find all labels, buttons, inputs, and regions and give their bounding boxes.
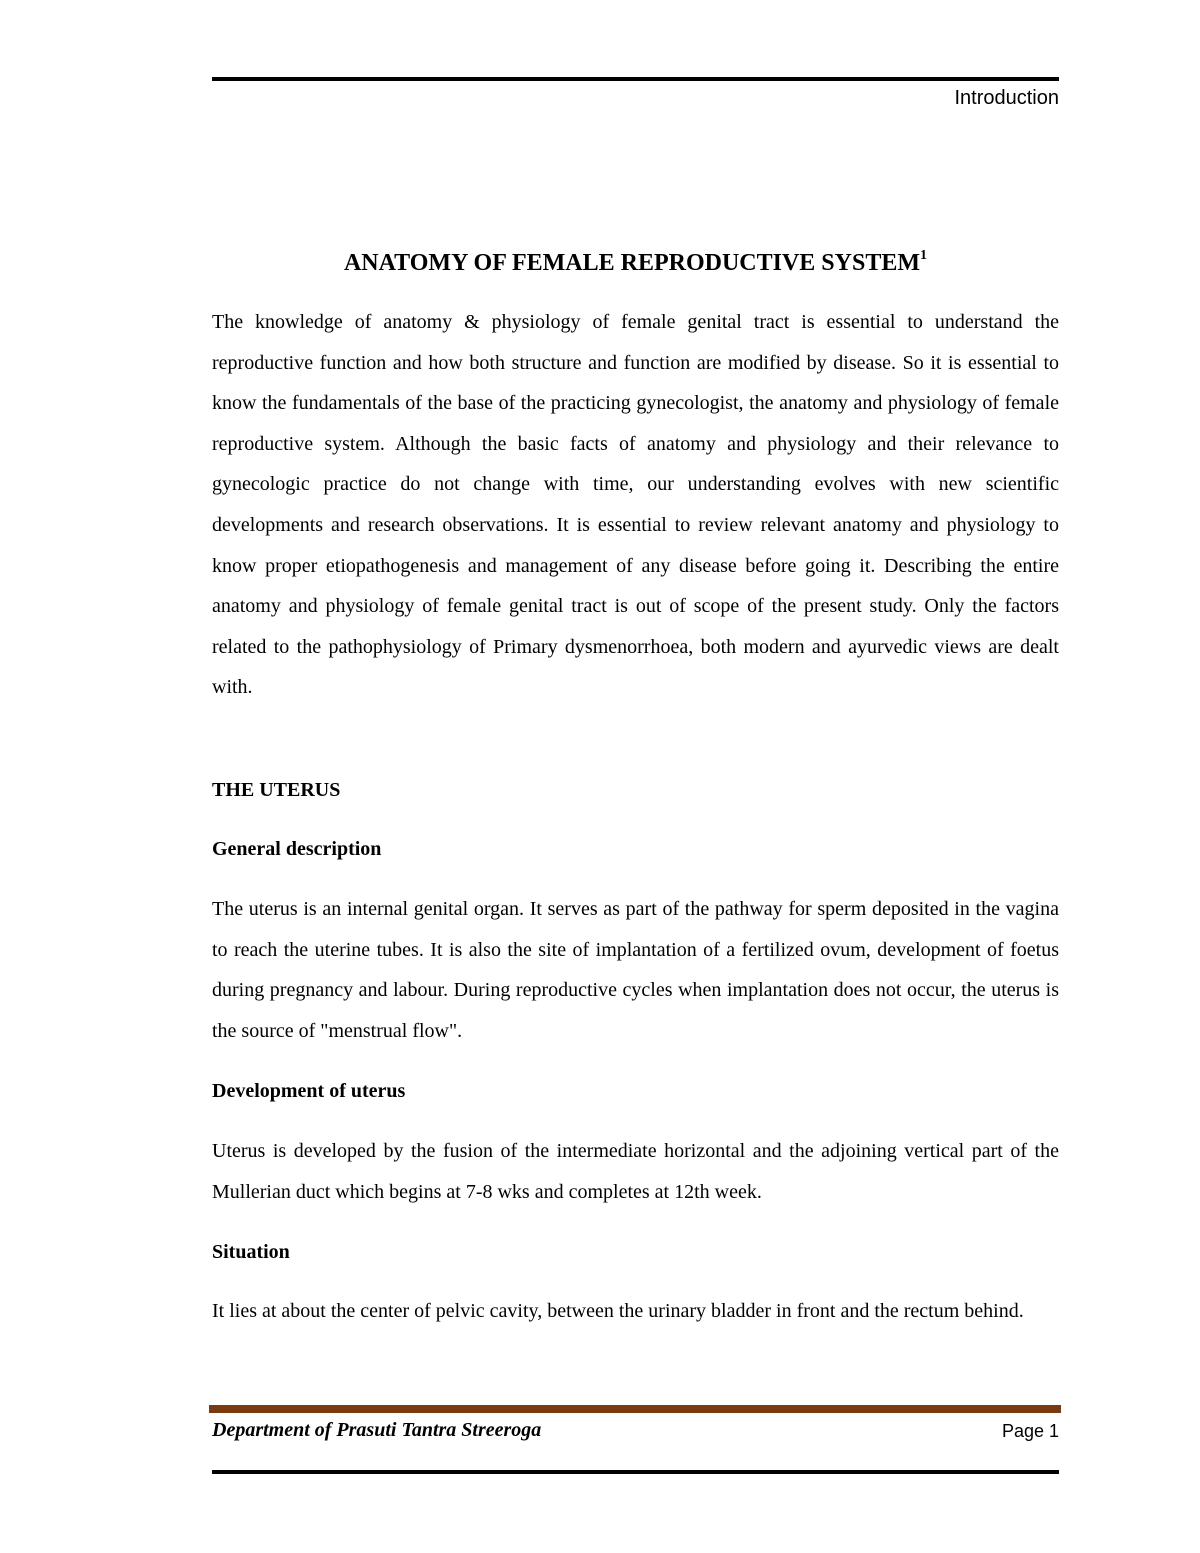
footer-accent-rule — [209, 1405, 1061, 1413]
title-footnote-ref: 1 — [920, 248, 928, 263]
section-heading-uterus: THE UTERUS — [212, 779, 341, 801]
situation-paragraph: It lies at about the center of pelvic cavity, between the urinary bladder in front and the rectum behind. — [212, 1300, 1024, 1322]
header-rule — [212, 77, 1059, 81]
subheading-general-description: General description — [212, 838, 382, 860]
footer-page-number: Page 1 — [1001, 1421, 1059, 1441]
footer-rule — [212, 1470, 1059, 1474]
page-title-text: ANATOMY OF FEMALE REPRODUCTIVE SYSTEM — [343, 250, 921, 276]
subheading-situation: Situation — [212, 1241, 290, 1263]
general-description-paragraph: The uterus is an internal genital organ. It serves as part of the pathway for sperm deposited in the vagina to reach the uterine tubes. It is also the site of implantation of a fertilized ovum, development of foetus during pregnancy and labour. During reproductive cycles when implantation does not occur, the uterus is the source of "menstrual flow". — [212, 898, 1059, 1042]
intro-paragraph: The knowledge of anatomy & physiology of female genital tract is essential to understand the reproductive function and how both structure and function are modified by disease. So it is essential to know the fundamentals of the base of the practicing gynecologist, the anatomy and physiology of female reproductive system. Although the basic facts of anatomy and physiology and their relevance to gynecologic practice do not change with time, our understanding evolves with new scientific developments and research observations. It is essential to review relevant anatomy and physiology to know proper etiopathogenesis and management of any disease before going it. Describing the entire anatomy and physiology of female genital tract is out of scope of the present study. Only the factors related to the pathophysiology of Primary dysmenorrhoea, both modern and ayurvedic views are dealt with. — [212, 311, 1059, 699]
page-title — [212, 240, 1059, 281]
subheading-development: Development of uterus — [212, 1080, 406, 1102]
header-section-label: Introduction — [954, 87, 1059, 109]
development-paragraph: Uterus is developed by the fusion of the intermediate horizontal and the adjoining vertical part of the Mullerian duct which begins at 7-8 wks and completes at 12th week. — [212, 1140, 1059, 1203]
footer-department: Department of Prasuti Tantra Streeroga — [212, 1419, 542, 1441]
